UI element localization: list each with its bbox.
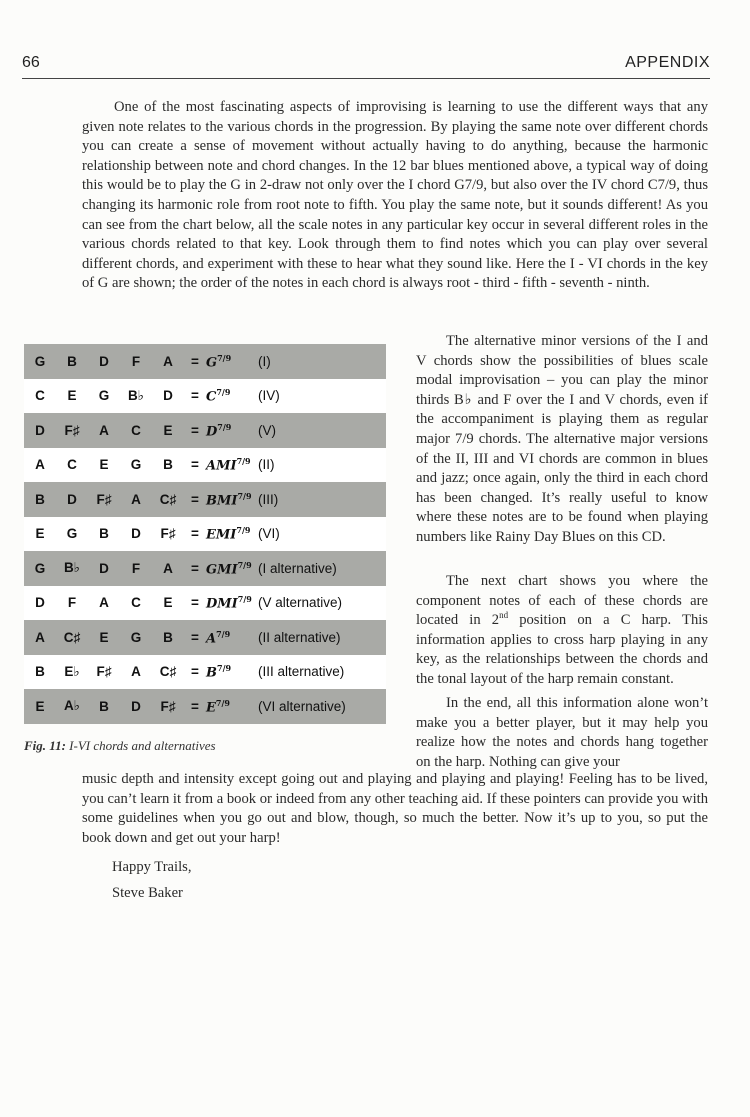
side-paragraph-next-chart-start: The next chart shows you where the component notes of each of these chords are located in 2 [416,573,708,629]
chord-note: F♯ [152,689,184,724]
chord-extension: 7/9 [217,421,232,432]
side-paragraph-alternatives: The alternative minor versions of the I and V chords show the possibilities of blues scale modal improvisation – you can play the minor thirds B♭ and F over the I and V chords, even if the accompaniment is playing them as regular major 7/9 chords. The alternative major versions of the II, III and VI chords are common in blues and jazz; once again, only the third in each chord has been changed. It’s really useful to know where these notes are to be found when playing numbers like Rainy Day Blues on this CD. [416,333,708,545]
chord-symbol [206,482,258,517]
chord-note: A [24,448,56,483]
chord-symbol [206,551,258,586]
chord-row [24,482,386,517]
chord-note: G [120,620,152,655]
chord-note: D [56,482,88,517]
caption-text: I-VI chords and alternatives [69,738,216,753]
equals-sign: = [184,517,206,552]
chord-note: G [24,551,56,586]
chord-note: C [24,379,56,414]
chord-chart [24,344,386,724]
chord-note: A [88,586,120,621]
chord-extension: 7/9 [236,456,251,467]
equals-sign: = [184,655,206,690]
chord-note: F [120,344,152,379]
chord-root: A [206,630,217,646]
chord-degree: (VI alternative) [258,689,386,724]
chord-note: D [24,586,56,621]
equals-sign: = [184,344,206,379]
chord-symbol [206,379,258,414]
chord-symbol [206,517,258,552]
chord-note: D [152,379,184,414]
chord-row [24,344,386,379]
closing-paragraph: music depth and intensity except going out and playing and playing and playing! Feeling has to be lived, you can’t learn it from a book or indeed from any other teaching aid. If these pointers can provide you with some guidelines when you go out and blow, though, so much the better. Now it’s up to you, so put the book down and get out your harp! [82,771,708,846]
chord-root: B [206,665,217,681]
chord-symbol [206,344,258,379]
chord-row [24,379,386,414]
chord-row [24,551,386,586]
chord-row [24,689,386,724]
chord-row [24,586,386,621]
chord-note: F♯ [152,517,184,552]
chord-note: F [56,586,88,621]
chord-extension: 7/9 [216,387,231,398]
chord-note: G [56,517,88,552]
chord-root: D [206,423,218,439]
chord-row [24,448,386,483]
chord-root: EMI [206,527,237,543]
chord-note: C [56,448,88,483]
chord-note: B [88,689,120,724]
chord-note: E [56,379,88,414]
chord-row [24,655,386,690]
chord-note: E [24,689,56,724]
chord-extension: 7/9 [237,559,252,570]
chord-degree: (VI) [258,517,386,552]
running-header [22,52,710,79]
chord-extension: 7/9 [216,628,231,639]
chord-degree: (V alternative) [258,586,386,621]
page-number: 66 [22,54,40,71]
chord-note: B [88,517,120,552]
chord-note: F♯ [88,482,120,517]
chord-note: C♯ [56,620,88,655]
chord-note: G [120,448,152,483]
chord-note: A♭ [56,689,88,724]
chord-note: G [88,379,120,414]
chord-extension: 7/9 [217,352,232,363]
chord-note: A [88,413,120,448]
chord-note: E [88,448,120,483]
equals-sign: = [184,379,206,414]
chord-root: E [206,699,216,715]
caption-label: Fig. 11: [24,738,66,753]
chord-degree: (IV) [258,379,386,414]
chord-note: A [120,482,152,517]
chord-chart-body [24,344,386,724]
signoff-author: Steve Baker [112,885,183,901]
chord-root: G [206,354,218,370]
figure-caption [24,738,324,754]
chord-symbol [206,655,258,690]
chord-root: DMI [206,596,238,612]
chord-root: BMI [206,492,238,508]
chord-degree: (II) [258,448,386,483]
chord-extension: 7/9 [237,490,252,501]
equals-sign: = [184,689,206,724]
chord-note: C♯ [152,482,184,517]
chord-root: C [206,389,217,405]
chord-note: B [152,448,184,483]
section-title: APPENDIX [625,54,710,71]
chord-symbol [206,689,258,724]
chord-extension: 7/9 [236,525,251,536]
intro-paragraph: One of the most fascinating aspects of improvising is learning to use the different ways that any given note relates to the various chords in the progression. By playing the same note over different chords you can create a sense of movement without actually having to do anything, because the harmonic relationship between note and chord changes. In the 12 bar blues mentioned above, a typical way of doing this would be to play the G in 2-draw not only over the I chord G7/9, but also over the IV chord C7/9, thus changing its harmonic role from root note to fifth. You play the same note, but it sounds different! As you can see from the chart below, all the scale notes in any particular key occur in several different roles in the various chords related to that key. Look through them to find notes which you can play over several different chords, and experiment with these to hear what they sound like. Here the I - VI chords in the key of G are shown; the order of the notes in each chord is always root - third - fifth - seventh - ninth. [82,99,708,292]
equals-sign: = [184,586,206,621]
chord-row [24,517,386,552]
chord-note: C [120,413,152,448]
chord-symbol [206,413,258,448]
chord-note: C♯ [152,655,184,690]
equals-sign: = [184,620,206,655]
chord-note: B [56,344,88,379]
chord-note: C [120,586,152,621]
chord-note: A [152,551,184,586]
chord-note: A [24,620,56,655]
chord-note: E [88,620,120,655]
chord-note: E [152,586,184,621]
chord-degree: (V) [258,413,386,448]
chord-symbol [206,448,258,483]
chord-note: E [24,517,56,552]
chord-symbol [206,620,258,655]
chord-note: E [152,413,184,448]
chord-row [24,413,386,448]
chord-note: B [24,655,56,690]
chord-note: B [152,620,184,655]
chord-root: GMI [206,561,238,577]
chord-note: B♭ [120,379,152,414]
equals-sign: = [184,448,206,483]
chord-degree: (III) [258,482,386,517]
chord-degree: (I alternative) [258,551,386,586]
chord-note: B [24,482,56,517]
chord-note: F♯ [56,413,88,448]
equals-sign: = [184,482,206,517]
chord-row [24,620,386,655]
chord-note: D [88,344,120,379]
chord-degree: (I) [258,344,386,379]
chord-note: E♭ [56,655,88,690]
chord-note: F♯ [88,655,120,690]
chord-note: A [152,344,184,379]
chord-extension: 7/9 [237,594,252,605]
equals-sign: = [184,413,206,448]
chord-degree: (II alternative) [258,620,386,655]
chord-extension: 7/9 [215,697,230,708]
chord-note: F [120,551,152,586]
chord-root: AMI [206,458,237,474]
chord-degree: (III alternative) [258,655,386,690]
chord-extension: 7/9 [217,663,232,674]
chord-note: B♭ [56,551,88,586]
ordinal-suffix: nd [499,610,509,621]
side-paragraph-next-chart-end: position on a C harp. This information applies to cross harp playing in any key, as the relationships between the chords and the tonal layout of the harp remain constant. [416,612,708,687]
chord-symbol [206,586,258,621]
side-paragraph-next-chart [416,572,708,690]
signoff-greeting: Happy Trails, [112,859,192,875]
chord-note: D [24,413,56,448]
chord-note: G [24,344,56,379]
chord-note: D [88,551,120,586]
chord-note: D [120,517,152,552]
chord-note: A [120,655,152,690]
equals-sign: = [184,551,206,586]
chord-note: D [120,689,152,724]
side-paragraph-conclusion: In the end, all this information alone won’t make you a better player, but it may help you realize how the notes and chords hang together on the harp. Nothing can give your [416,695,708,770]
